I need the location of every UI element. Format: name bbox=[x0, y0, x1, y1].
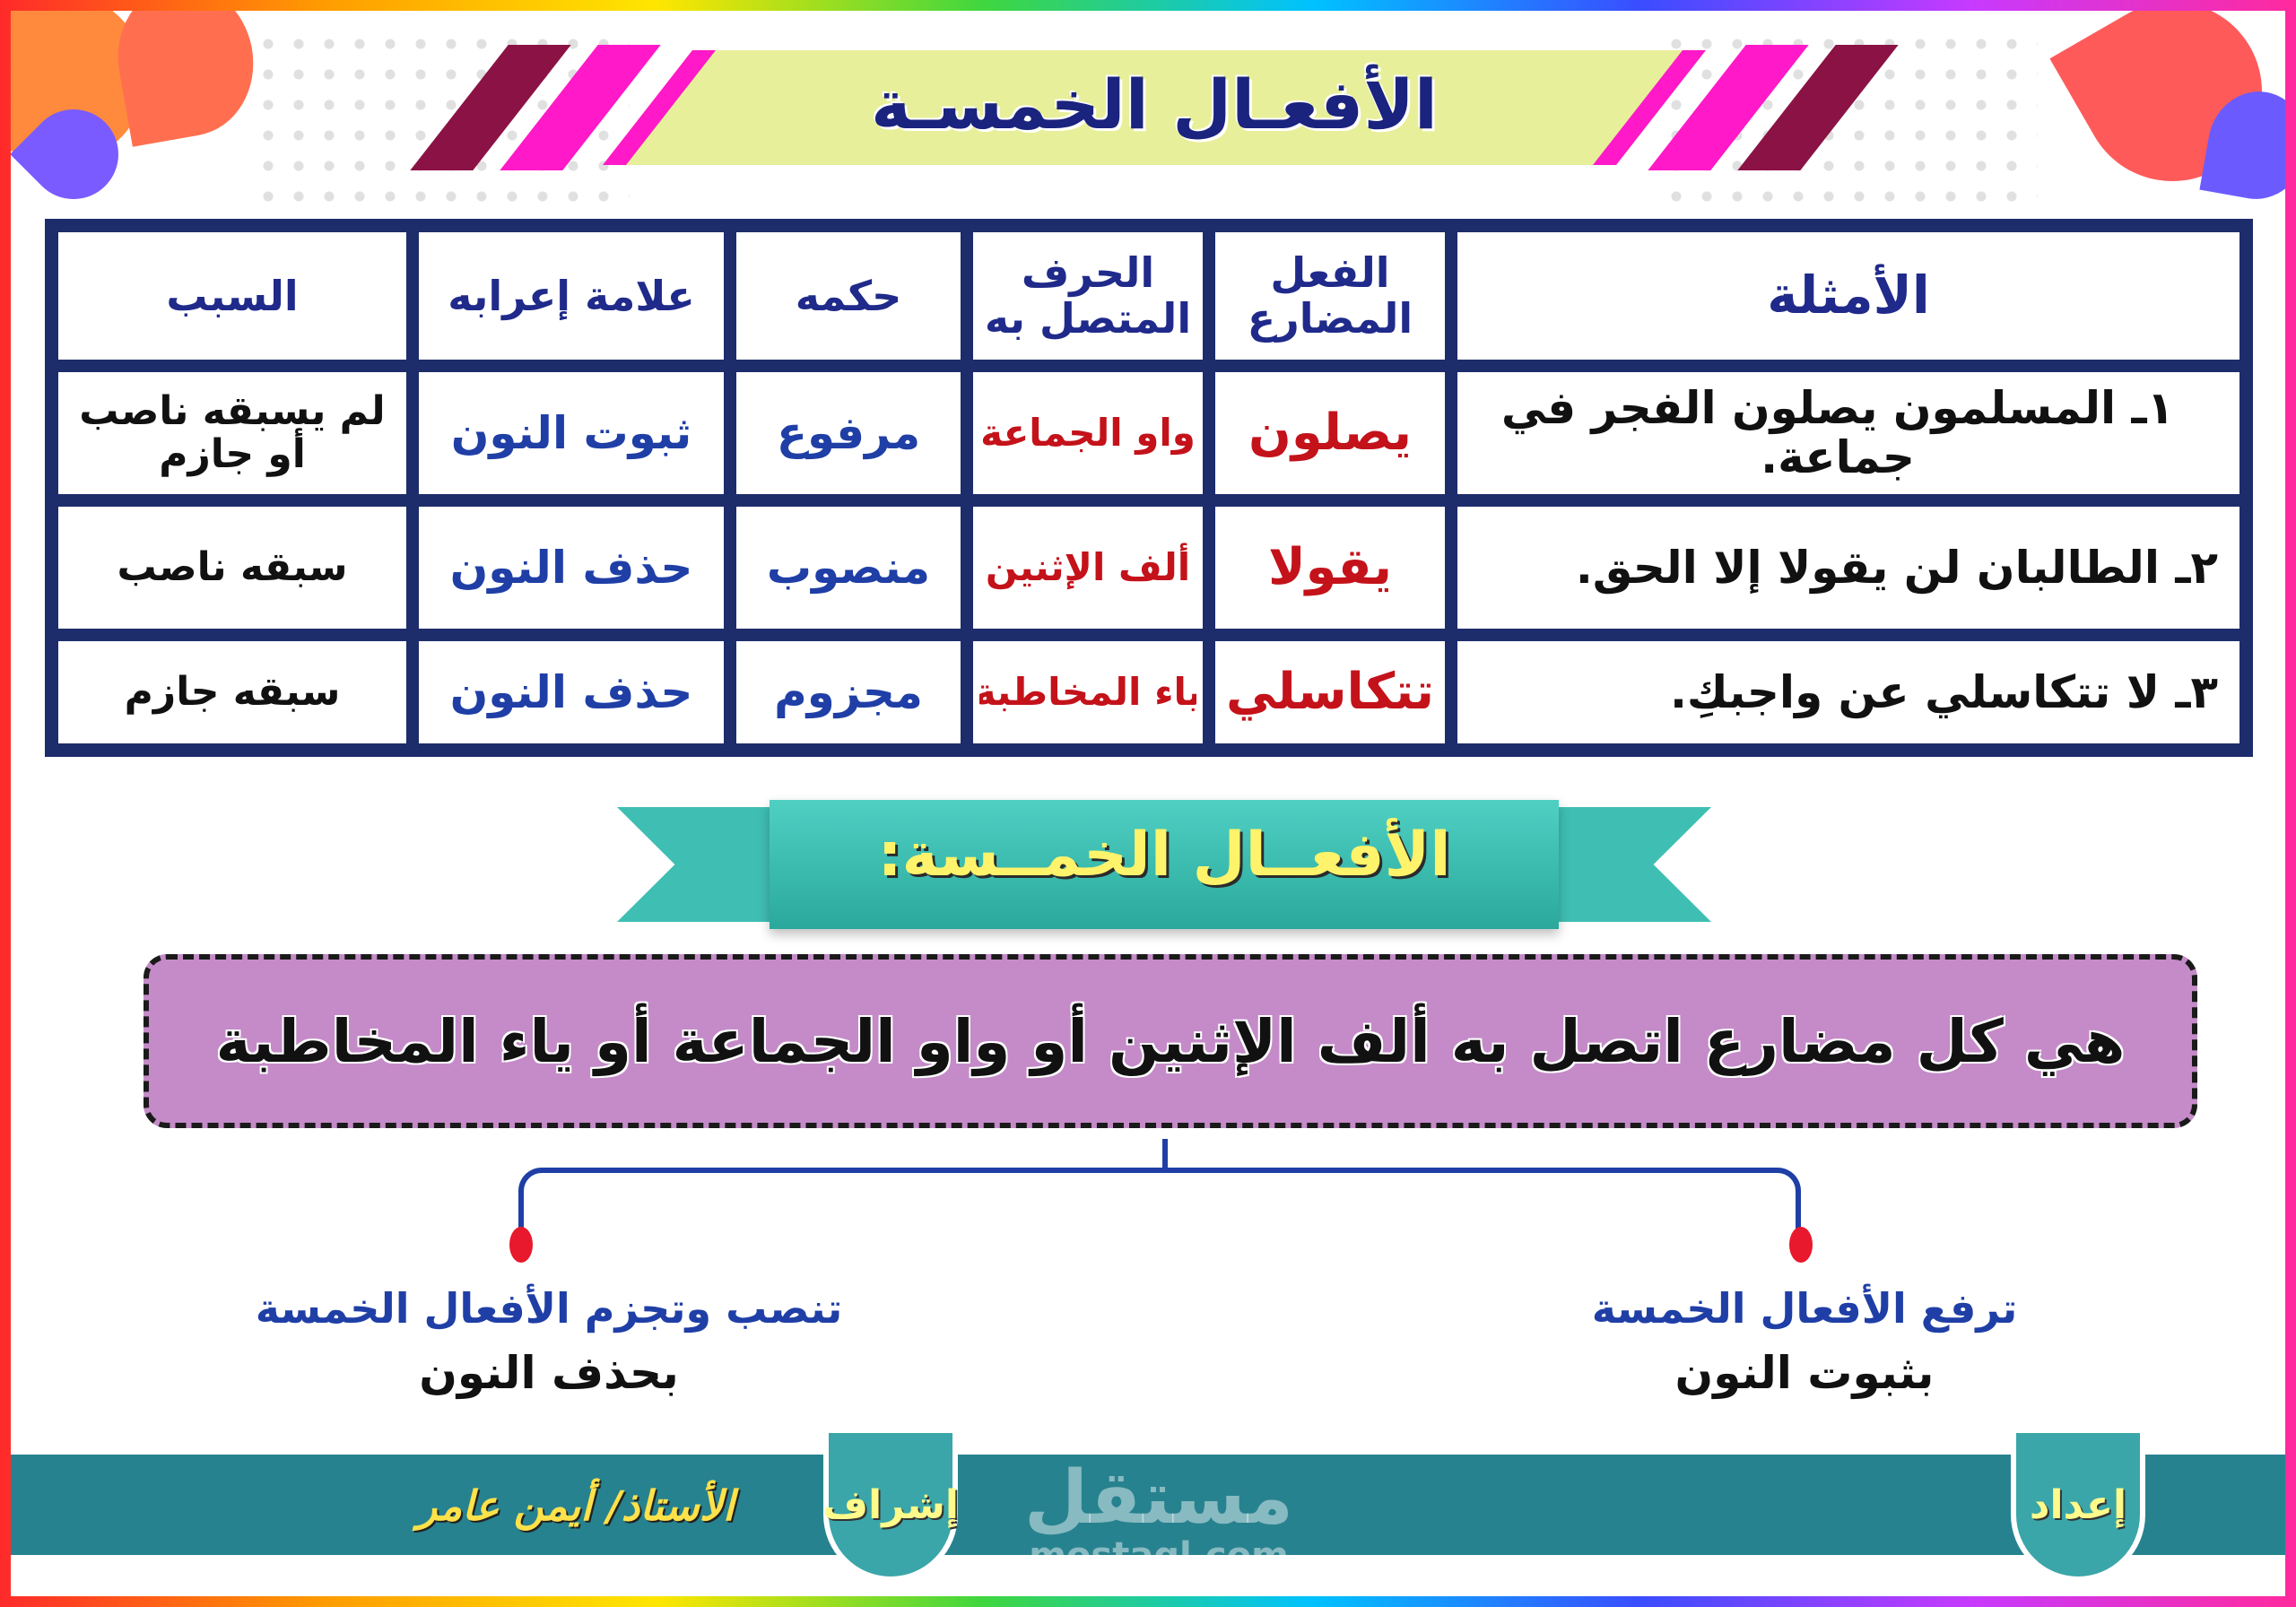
row3-example: ٣ـ لا تتكاسلي عن واجبكِ. bbox=[1455, 638, 2242, 746]
row1-letter: واو الجماعة bbox=[970, 369, 1205, 497]
header-verb: الفعل المضارع bbox=[1213, 230, 1448, 362]
row2-ruling: منصوب bbox=[734, 504, 963, 631]
title-banner bbox=[378, 32, 1930, 185]
page-title: الأفعـال الخمسـة bbox=[871, 65, 1438, 144]
bullet-dot-right bbox=[1789, 1227, 1813, 1263]
row2-reason: سبقه ناصب bbox=[56, 504, 409, 631]
teacher-name: الأستاذ/ أيمن عامر bbox=[417, 1481, 735, 1530]
row2-sign: حذف النون bbox=[416, 504, 726, 631]
header-examples: الأمثلة bbox=[1455, 230, 2242, 362]
connector-branch bbox=[518, 1168, 1801, 1234]
supervised-badge: إشراف bbox=[823, 1433, 958, 1582]
connector-stem bbox=[1162, 1139, 1168, 1171]
rule-nasb-jazm bbox=[235, 1284, 863, 1399]
header-ruling: حكمه bbox=[734, 230, 963, 362]
prepared-badge: إعداد bbox=[2011, 1433, 2145, 1582]
header-reason: السبب bbox=[56, 230, 409, 362]
rule-raf-title: ترفع الأفعال الخمسة bbox=[1591, 1284, 2018, 1333]
watermark-logo: مستقل bbox=[1024, 1455, 1293, 1541]
row3-sign: حذف النون bbox=[416, 638, 726, 746]
row3-ruling: مجزوم bbox=[734, 638, 963, 746]
section-title: الأفعــال الخمــسة: bbox=[877, 820, 1451, 890]
row1-ruling: مرفوع bbox=[734, 369, 963, 497]
header-sign: علامة إعرابه bbox=[416, 230, 726, 362]
rule-nasb-jazm-sign: بحذف النون bbox=[419, 1347, 679, 1399]
row2-example: ٢ـ الطالبان لن يقولا إلا الحق. bbox=[1455, 504, 2242, 631]
page bbox=[11, 11, 2285, 1596]
definition-box: هي كل مضارع اتصل به ألف الإثنين أو واو الجماعة أو ياء المخاطبة bbox=[144, 954, 2197, 1128]
row2-verb: يقولا bbox=[1213, 504, 1448, 631]
row1-example: ١ـ المسلمون يصلون الفجر في جماعة. bbox=[1455, 369, 2242, 497]
row3-reason: سبقه جازم bbox=[56, 638, 409, 746]
bullet-dot-left bbox=[509, 1227, 533, 1263]
row3-letter: ياء المخاطبة bbox=[970, 638, 1205, 746]
verbs-table bbox=[45, 219, 2253, 757]
section-ribbon bbox=[617, 800, 1711, 925]
watermark bbox=[1015, 1455, 1302, 1577]
row3-verb: تتكاسلي bbox=[1213, 638, 1448, 746]
row1-sign: ثبوت النون bbox=[416, 369, 726, 497]
rule-raf-sign: بثبوت النون bbox=[1674, 1347, 1935, 1399]
rule-nasb-jazm-title: تنصب وتجزم الأفعال الخمسة bbox=[255, 1284, 843, 1333]
row1-verb: يصلون bbox=[1213, 369, 1448, 497]
header-letter: الحرف المتصل به bbox=[970, 230, 1205, 362]
row1-reason: لم يسبقه ناصب أو جازم bbox=[56, 369, 409, 497]
flower-petal-left bbox=[106, 11, 265, 147]
row2-letter: ألف الإثنين bbox=[970, 504, 1205, 631]
rule-raf bbox=[1518, 1284, 2092, 1399]
watermark-url: mostaql.com bbox=[1029, 1535, 1289, 1577]
